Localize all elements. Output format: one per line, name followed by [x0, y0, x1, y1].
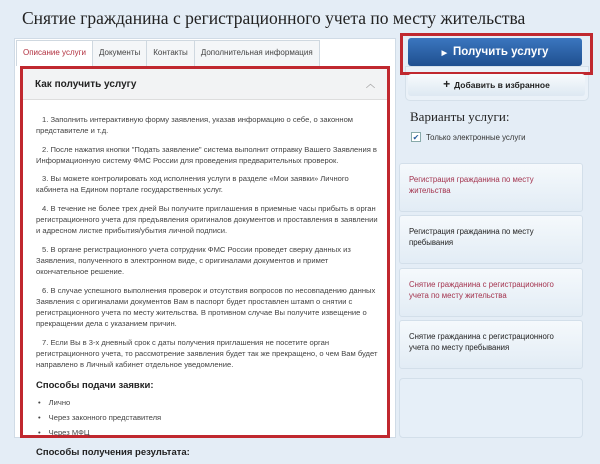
tab-additional-info[interactable]: Дополнительная информация — [194, 40, 320, 66]
step-text: 3. Вы можете контролировать ход исполнения услуги в разделе «Мои заявки» Личного кабинета на Едином портале государственных услуг. — [36, 174, 349, 195]
get-service-label: Получить услугу — [452, 46, 549, 58]
tab-documents[interactable]: Документы — [92, 40, 147, 66]
empty-panel — [399, 378, 583, 438]
tab-contacts[interactable]: Контакты — [146, 40, 195, 66]
checkmark-icon[interactable]: ✔ — [412, 133, 420, 142]
variants-heading: Варианты услуги: — [410, 109, 510, 124]
accordion-header[interactable] — [23, 69, 387, 100]
list-item: • Через законного представителя — [38, 412, 378, 423]
variant-card[interactable]: Регистрация гражданина по месту жительства — [399, 163, 583, 212]
step-text: 2. После нажатия кнопки "Подать заявление" система выполнит отправку Вашего Заявления в Информационную систему ФМС России для проведения предварительных проверок. — [36, 144, 377, 165]
variant-card[interactable]: Снятие гражданина с регистрационного учета по месту пребывания — [399, 320, 583, 369]
submit-methods-list — [36, 397, 378, 438]
accordion-title: Как получить услугу — [35, 79, 137, 90]
variant-card-selected[interactable]: Снятие гражданина с регистрационного учета по месту жительства — [399, 268, 583, 317]
checkbox-label: Только электронные услуги — [426, 132, 526, 142]
step-text: 7. Если Вы в 3-х дневный срок с даты получения приглашения не посетите орган регистрационного учета, то рассмотрение заявления будет так же прекращено, о чем Вам будет направлено в Личный кабинет отдельное уведомление. — [36, 337, 378, 370]
plus-icon: + — [443, 77, 451, 91]
accordion-content — [36, 114, 378, 464]
add-favorite-button[interactable] — [408, 74, 585, 96]
play-icon: ▶ — [441, 50, 447, 57]
submit-methods-heading: Способы подачи заявки: — [36, 379, 154, 391]
chevron-up-icon[interactable]: ︿ — [365, 79, 375, 89]
list-item: • Через МФЦ — [38, 427, 378, 438]
add-favorite-label: Добавить в избранное — [454, 80, 550, 90]
get-service-button[interactable] — [408, 38, 582, 66]
tab-bar — [16, 40, 319, 66]
only-electronic-checkbox[interactable] — [411, 132, 525, 142]
tab-description[interactable]: Описание услуги — [16, 40, 93, 66]
step-text: 1. Заполнить интерактивную форму заявления, указав информацию о себе, о законном представителе и т.д. — [36, 115, 354, 136]
step-text: 4. В течение не более трех дней Вы получите приглашения в приемные часы прибыть в орган регистрационного учета для предъявления оригиналов документов и проставления в заявлении и адресном листке прибытия/убытия личной подписи. — [36, 203, 378, 236]
step-text: 5. В органе регистрационного учета сотрудник ФМС России проведет сверку данных из Заявления, полученного в электронном виде, с оригиналами документов и примет окончательное решение. — [36, 244, 351, 277]
variant-card[interactable]: Регистрация гражданина по месту пребывания — [399, 215, 583, 264]
list-item: • Лично — [38, 397, 378, 408]
result-methods-heading: Способы получения результата: — [36, 446, 190, 458]
page-title: Снятие гражданина с регистрационного учета по месту жительства — [22, 8, 526, 28]
step-text: 6. В случае успешного выполнения проверок и отсутствия вопросов по несовпадению данных Заявления с оригиналами документов Вам в паспорт будет проставлен штамп о снятии с регистрационного учета по месту жительства. В противном случае Вы получите извещение о прекращении дела с указанием причин. — [36, 285, 376, 329]
